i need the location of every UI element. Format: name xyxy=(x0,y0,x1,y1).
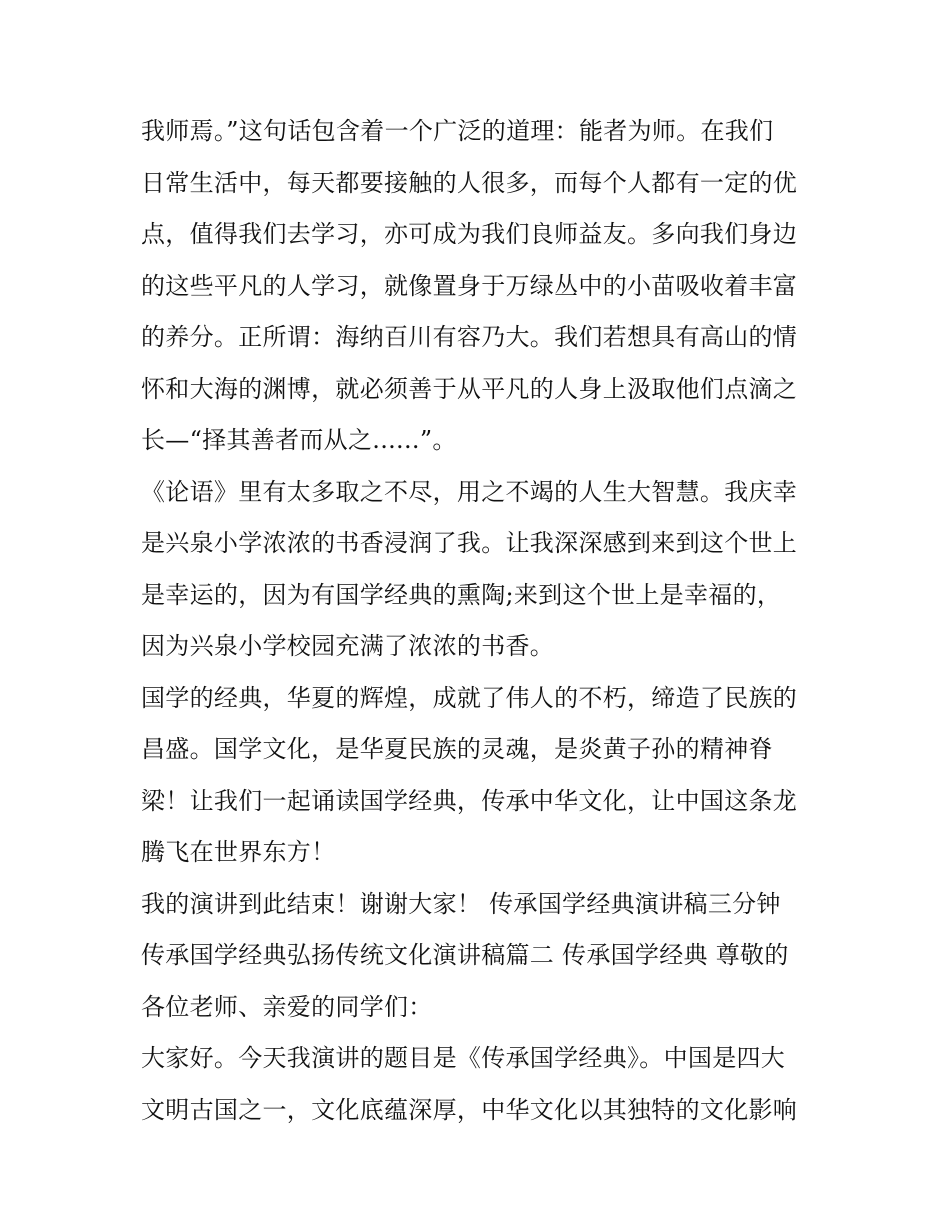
text-line: 点，值得我们去学习，亦可成为我们良师益友。多向我们身边 xyxy=(141,220,798,248)
text-line: 长—“择其善者而从之......”。 xyxy=(141,426,457,454)
text-line: 的这些平凡的人学习，就像置身于万绿丛中的小苗吸收着丰富 xyxy=(141,271,798,300)
text-line: 我师焉。”这句话包含着一个广泛的道理：能者为师。在我们 xyxy=(141,117,774,145)
text-line: 文明古国之一，文化底蕴深厚，中华文化以其独特的文化影响 xyxy=(141,1095,798,1124)
text-line: 是兴泉小学浓浓的书香浸润了我。让我深深感到来到这个世上 xyxy=(141,529,798,557)
text-line: 各位老师、亲爱的同学们： xyxy=(141,992,433,1021)
text-line: 是幸运的，因为有国学经典的熏陶;来到这个世上是幸福的， xyxy=(141,580,782,609)
text-line: 怀和大海的渊博，就必须善于从平凡的人身上汲取他们点滴之 xyxy=(141,374,798,403)
text-line: 传承国学经典弘扬传统文化演讲稿篇二 传承国学经典 尊敬的 xyxy=(141,941,789,969)
text-line: 日常生活中，每天都要接触的人很多，而每个人都有一定的优 xyxy=(141,168,798,197)
text-line: 腾飞在世界东方！ xyxy=(141,838,336,866)
text-line: 国学的经典，华夏的辉煌，成就了伟人的不朽，缔造了民族的 xyxy=(141,683,798,712)
text-line: 大家好。今天我演讲的题目是《传承国学经典》。中国是四大 xyxy=(141,1044,786,1072)
text-line: 昌盛。国学文化，是华夏民族的灵魂，是炎黄子孙的精神脊 xyxy=(141,735,773,763)
text-line: 的养分。正所谓：海纳百川有容乃大。我们若想具有高山的情 xyxy=(141,323,798,351)
text-line: 梁！让我们一起诵读国学经典，传承中华文化，让中国这条龙 xyxy=(141,786,798,815)
document-body xyxy=(141,111,821,1141)
text-line: 我的演讲到此结束！谢谢大家！ 传承国学经典演讲稿三分钟 xyxy=(141,889,781,918)
text-line: 《论语》里有太多取之不尽，用之不竭的人生大智慧。我庆幸 xyxy=(141,477,798,506)
text-line: 因为兴泉小学校园充满了浓浓的书香。 xyxy=(141,632,555,660)
